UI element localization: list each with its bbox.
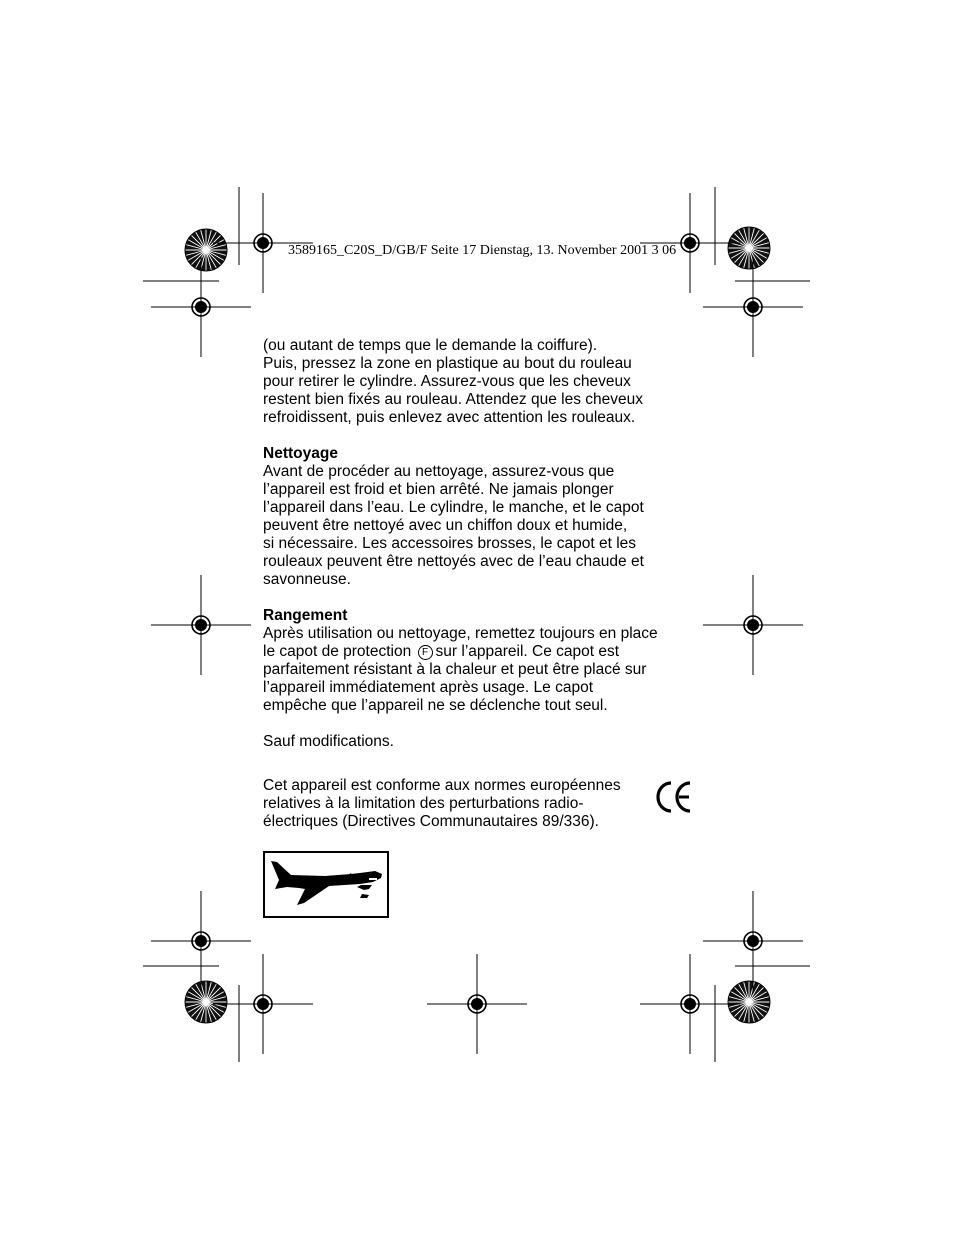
- ce-mark-icon: [655, 779, 693, 815]
- text-line: refroidissent, puis enlevez avec attention les rouleaux.: [263, 409, 636, 426]
- text-line: empêche que l’appareil ne se déclenche tout seul.: [263, 697, 608, 714]
- text-segment: sur l’appareil. Ce capot est: [435, 643, 620, 660]
- text-line: restent bien fixés au rouleau. Attendez que les cheveux: [263, 391, 643, 408]
- section-nettoyage: [263, 445, 703, 589]
- text-line: [263, 643, 703, 661]
- text-line: savonneuse.: [263, 571, 351, 588]
- text-line: l’appareil immédiatement après usage. Le capot: [263, 679, 593, 696]
- text-line: Puis, pressez la zone en plastique au bout du rouleau: [263, 355, 632, 372]
- section-heading: Rangement: [263, 607, 348, 624]
- text-line: peuvent être nettoyé avec un chiffon doux et humide,: [263, 517, 628, 534]
- text-line: Après utilisation ou nettoyage, remettez toujours en place: [263, 625, 658, 642]
- text-line: relatives à la limitation des perturbations radio-: [263, 795, 584, 812]
- intro-paragraph: [263, 337, 703, 427]
- print-slug: [288, 243, 676, 259]
- part-reference-f: F: [418, 645, 433, 660]
- page-body: [263, 337, 703, 831]
- airplane-icon: [265, 853, 387, 916]
- text-line: rouleaux peuvent être nettoyés avec de l’eau chaude et: [263, 553, 644, 570]
- text-line: parfaitement résistant à la chaleur et peut être placé sur: [263, 661, 647, 678]
- text-line: l’appareil dans l’eau. Le cylindre, le manche, et le capot: [263, 499, 644, 516]
- text-line: Cet appareil est conforme aux normes européennes: [263, 777, 621, 794]
- text-line: si nécessaire. Les accessoires brosses, le capot et les: [263, 535, 637, 552]
- conformity-statement: [263, 777, 703, 831]
- text-line: pour retirer le cylindre. Assurez-vous que les cheveux: [263, 373, 631, 390]
- print-slug-text: 3589165_C20S_D/GB/F Seite 17 Dienstag, 13. November 2001: [288, 243, 652, 258]
- notice-text: Sauf modifications.: [263, 733, 394, 750]
- text-line: (ou autant de temps que le demande la coiffure).: [263, 337, 598, 354]
- text-segment: le capot de protection: [263, 643, 416, 660]
- print-slug-time: 3 06: [651, 243, 677, 258]
- section-rangement: [263, 607, 703, 715]
- text-line: Avant de procéder au nettoyage, assurez-vous que: [263, 463, 615, 480]
- section-heading: Nettoyage: [263, 445, 338, 462]
- text-line: électriques (Directives Communautaires 89/336).: [263, 813, 599, 830]
- text-line: l’appareil est froid et bien arrêté. Ne jamais plonger: [263, 481, 614, 498]
- airplane-pictogram: [263, 851, 389, 918]
